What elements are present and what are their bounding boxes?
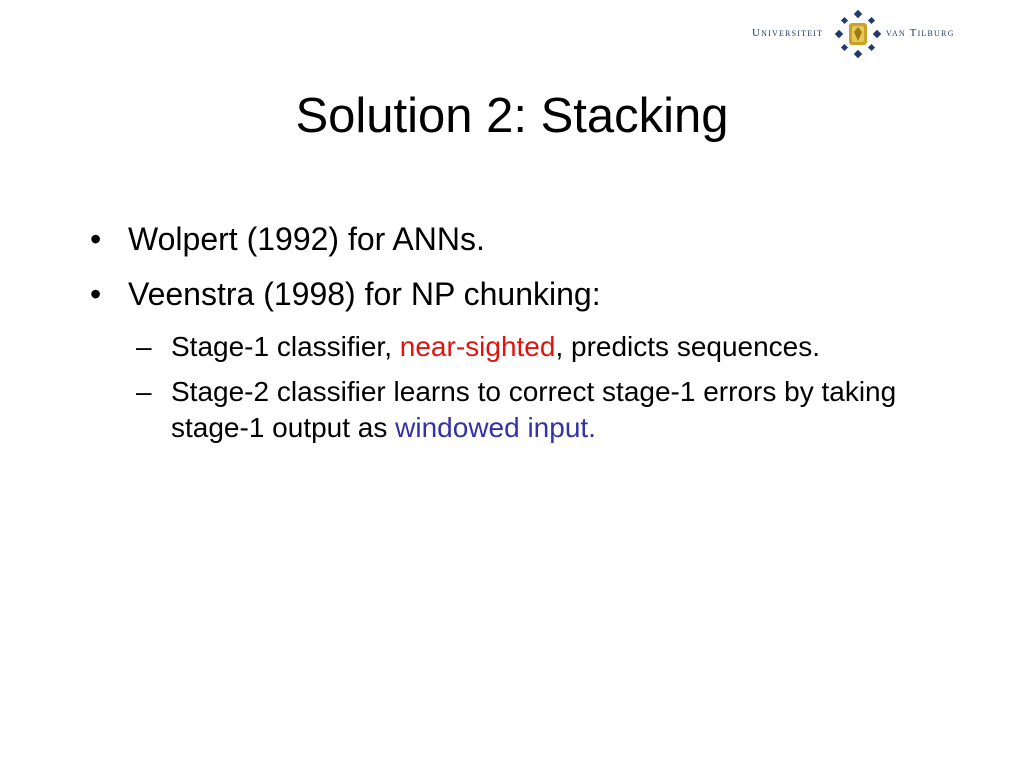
bullet-marker: • [90,276,102,312]
highlight-blue-text: windowed input. [395,412,596,443]
slide-title: Solution 2: Stacking [295,89,729,143]
university-logo [752,10,962,58]
sub-bullet-item [80,329,911,365]
highlight-red-text: near-sighted [399,331,556,362]
bullet-item [80,274,940,314]
bullet-item [80,219,940,259]
sub-bullet-text: , predicts sequences. [555,331,821,362]
logo-right-text: van Tilburg [886,27,955,39]
slide-content [80,219,940,455]
sub-bullet-item [80,374,911,446]
sub-bullet-text: Stage-2 classifier learns to correct stage-1 errors by taking stage-1 output as [171,376,897,443]
bullet-text: Veenstra (1998) for NP chunking: [128,276,601,312]
sub-bullet-text: Stage-1 classifier, [171,331,400,362]
logo-left-text: Universiteit [752,27,824,39]
sub-bullet-marker: – [136,376,152,407]
bullet-text: Wolpert (1992) for ANNs. [128,221,485,257]
bullet-marker: • [90,221,102,257]
university-seal-icon [832,10,884,58]
sub-bullet-marker: – [136,331,152,362]
